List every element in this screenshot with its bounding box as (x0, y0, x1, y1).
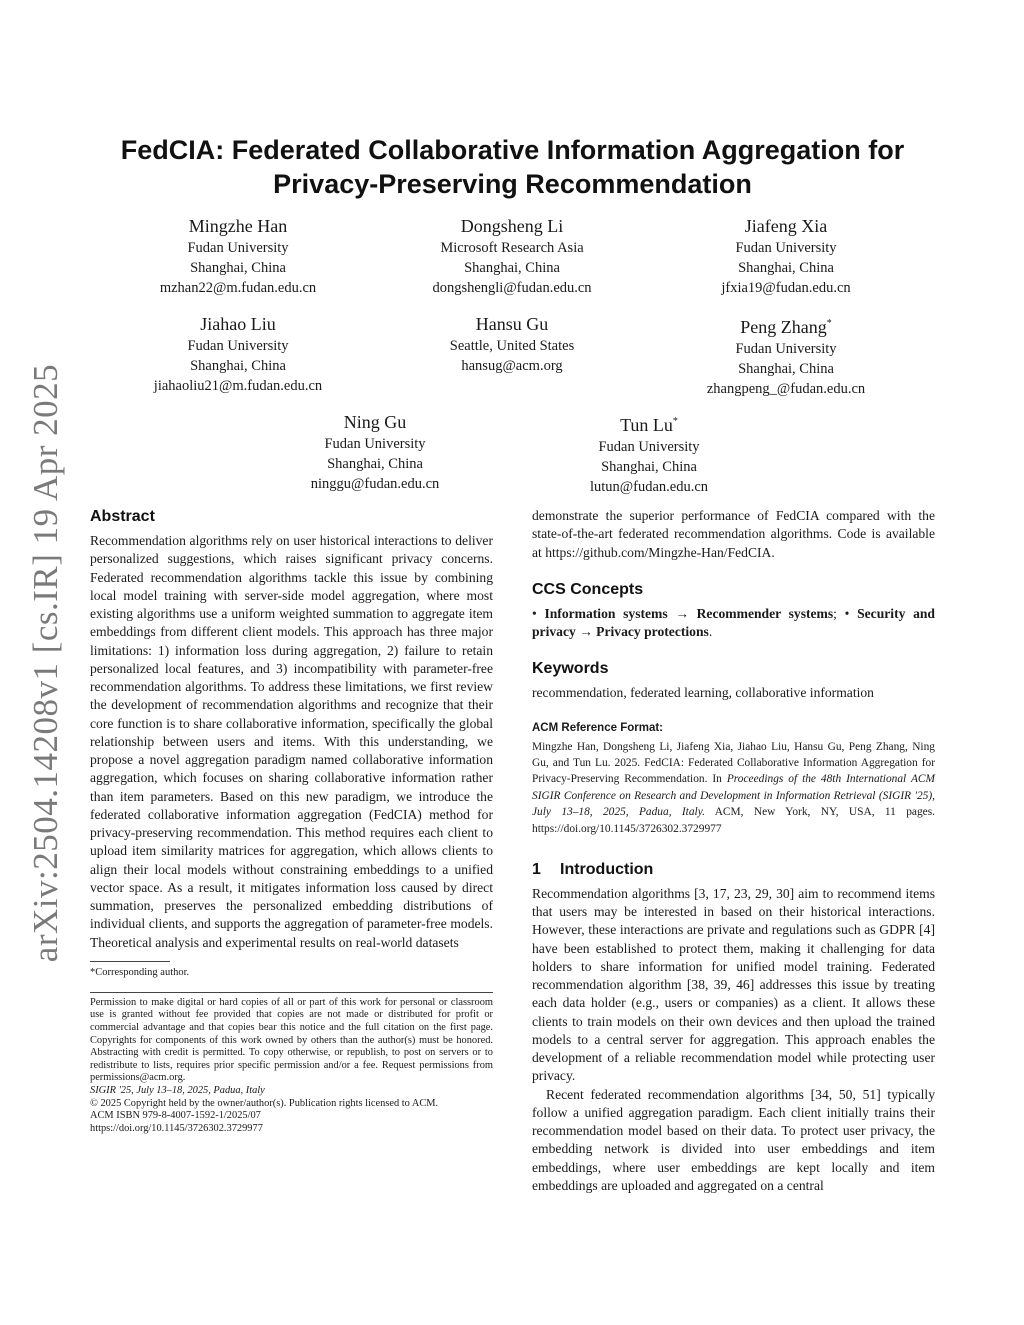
author-email[interactable]: lutun@fudan.edu.cn (589, 479, 709, 495)
author-name-text: Peng Zhang (740, 317, 827, 337)
footnote-divider (90, 961, 170, 962)
acm-reference-heading: ACM Reference Format: (532, 721, 663, 734)
author-affiliation: Microsoft Research Asia (440, 240, 584, 256)
author-location: Shanghai, China (190, 358, 286, 374)
permission-block (90, 997, 493, 1136)
left-column (90, 507, 493, 1135)
section-title: Introduction (560, 860, 654, 878)
corresponding-author-mark: * (672, 416, 678, 427)
author-block (235, 411, 515, 494)
arxiv-identifier-stamp (16, 0, 76, 1325)
author-email[interactable]: jiahaoliu21@m.fudan.edu.cn (153, 378, 323, 394)
author-name (646, 313, 926, 338)
section-number: 1 (532, 860, 541, 878)
corresponding-author-mark: * (826, 318, 832, 329)
author-block (98, 215, 378, 298)
author-name: Dongsheng Li (460, 216, 564, 236)
introduction-paragraph-2: Recent federated recommendation algorithms [34, 50, 51] typically follow a unified aggregation paradigm. Each client initially trains their recommendation model based on their data. To protect user privacy, the embedding network is divided into user embeddings and item embeddings, where user embeddings are kept locally and item embeddings are uploaded and aggregated on a central (532, 1086, 935, 1193)
paper-title (90, 133, 935, 201)
abstract-continuation: demonstrate the superior performance of FedCIA compared with the state-of-the-art federated recommendation algorithms. Code is available at https://github.com/Mingzhe-Han/FedCIA. (532, 508, 935, 560)
author-block (509, 411, 789, 497)
author-location: Shanghai, China (190, 260, 286, 276)
ccs-heading: CCS Concepts (532, 580, 644, 598)
author-name: Mingzhe Han (188, 216, 288, 236)
author-block (646, 313, 926, 399)
author-email[interactable]: hansug@acm.org (461, 358, 563, 374)
author-name: Hansu Gu (475, 314, 549, 334)
ccs-end: . (708, 624, 713, 639)
ccs-concepts (532, 605, 935, 642)
author-block (98, 313, 378, 396)
author-row-2 (90, 313, 935, 403)
author-location: Shanghai, China (327, 456, 423, 472)
author-row-1 (90, 215, 935, 305)
author-name: Jiahao Liu (200, 314, 276, 334)
author-email[interactable]: jfxia19@fudan.edu.cn (721, 280, 851, 296)
author-affiliation: Seattle, United States (449, 338, 575, 354)
keywords-text: recommendation, federated learning, collaborative information (532, 685, 874, 701)
author-email[interactable]: ninggu@fudan.edu.cn (310, 476, 440, 492)
author-location: Shanghai, China (601, 459, 697, 475)
author-email[interactable]: zhangpeng_@fudan.edu.cn (706, 381, 866, 397)
author-email[interactable]: dongshengli@fudan.edu.cn (432, 280, 592, 296)
author-row-3 (90, 411, 935, 501)
venue-line (90, 1085, 493, 1098)
author-affiliation: Fudan University (735, 240, 837, 256)
author-block (372, 313, 652, 376)
acm-ref-authors-title: Mingzhe Han, Dongsheng Li, Jiafeng Xia, Jiahao Liu, Hansu Gu, Peng Zhang, Ning Gu, and Tun Lu. 2025. FedCIA: Federated Collaborative Information Aggregation for Privacy-Preserving Recommendation. In (532, 740, 935, 786)
venue-text: SIGIR '25, July 13–18, 2025, Padua, Italy (90, 1084, 265, 1096)
doi-link[interactable]: https://doi.org/10.1145/3726302.3729977 (90, 1122, 263, 1134)
acm-ref-proceedings: Proceedings of the 48th International ACM SIGIR Conference on Research and Development in Information Retrieval (SIGIR '25), July 13–18, 2025, Padua, Italy. (532, 773, 935, 819)
corresponding-author-footnote: *Corresponding author. (90, 966, 190, 978)
author-name: Ning Gu (343, 412, 407, 432)
ccs-bullet: • (532, 605, 537, 621)
author-affiliation: Fudan University (598, 439, 700, 455)
acm-reference-text (532, 739, 935, 837)
ccs-separator: ; (833, 605, 845, 621)
copyright-line: © 2025 Copyright held by the owner/author(s). Publication rights licensed to ACM. (90, 1097, 439, 1109)
permission-text: Permission to make digital or hard copies of all or part of this work for personal or classroom use is granted without fee provided that copies are not made or distributed for profit or commercial advantage and that copies bear this notice and the full citation on the first page. Copyrights for components of this work owned by others than the author(s) must be honored. Abstracting with credit is permitted. To copy otherwise, or republish, to post on servers or to redistribute to lists, requires prior specific permission and/or a fee. Request permissions from permissions@acm.org. (90, 996, 493, 1084)
paper-title-line-1: FedCIA: Federated Collaborative Information Aggregation for (120, 135, 905, 165)
author-location: Shanghai, China (464, 260, 560, 276)
arxiv-stamp-text: arXiv:2504.14208v1 [cs.IR] 19 Apr 2025 (26, 363, 66, 962)
ccs-item: Information systems → Recommender systems (544, 605, 834, 621)
author-affiliation: Fudan University (187, 240, 289, 256)
author-name: Jiafeng Xia (744, 216, 828, 236)
author-name-text: Tun Lu (620, 415, 673, 435)
author-affiliation: Fudan University (187, 338, 289, 354)
author-email[interactable]: mzhan22@m.fudan.edu.cn (159, 280, 317, 296)
introduction-paragraph-1: Recommendation algorithms [3, 17, 23, 29, 30] aim to recommend items that users may be interested in based on their historical interactions. However, these interactions are private and regulations such as GDPR [4] have been established to protect them, making it challenging for data holders to share information for unified model training. Federated recommendation algorithm [38, 39, 46] addresses this issue by treating each data holder (e.g., users or companies) as a client. It allows these clients to train models on their own devices and then upload the trained models to a central server for aggregation. This approach enables the development of a reliable recommendation model while protecting user privacy. (532, 885, 935, 1084)
author-location: Shanghai, China (738, 361, 834, 377)
abstract-text: Recommendation algorithms rely on user historical interactions to deliver personalized suggestions, which raises significant privacy concerns. Federated recommendation algorithms tackle this issue by combining local model training with server-side model aggregation, where most existing algorithms use a uniform weighted summation to aggregate item embeddings from different client models. This approach has three major limitations: 1) information loss during aggregation, 2) failure to retain personalized local features, and 3) incompatibility with parameter-free recommendation algorithms. To address these limitations, we first review the development of recommendation algorithms and recognize that their core function is to share collaborative information, specifically the global relationship between users and items. With this understanding, we propose a novel aggregation paradigm named collaborative information aggregation, which focuses on sharing collaborative information rather than item parameters. Based on this new paradigm, we introduce the federated collaborative information aggregation (FedCIA) method for privacy-preserving recommendation. This method requires each client to upload item similarity matrices for aggregation, which allows clients to align their local models without constraining embeddings to a unified vector space. As a result, it mitigates information loss caused by direct summation, preserves the personalized embedding distributions of individual clients, and supports the aggregation of parameter-free models. Theoretical analysis and experimental results on real-world datasets (90, 533, 493, 950)
permission-divider (90, 992, 493, 993)
author-affiliation: Fudan University (735, 341, 837, 357)
ccs-item: Security and privacy → Privacy protections (532, 605, 935, 639)
introduction-heading (532, 860, 935, 880)
author-affiliation: Fudan University (324, 436, 426, 452)
author-location: Shanghai, China (738, 260, 834, 276)
ccs-bullet: • (844, 605, 850, 621)
author-name (509, 411, 789, 436)
acm-ref-publisher: ACM, New York, NY, USA, 11 pages. https://doi.org/10.1145/3726302.3729977 (532, 806, 935, 835)
isbn-line: ACM ISBN 979-8-4007-1592-1/2025/07 (90, 1110, 261, 1122)
paper-title-line-2: Privacy-Preserving Recommendation (273, 169, 752, 199)
author-block (646, 215, 926, 298)
keywords-heading: Keywords (532, 660, 609, 678)
abstract-heading: Abstract (90, 508, 155, 525)
right-column (532, 507, 935, 1195)
author-block (372, 215, 652, 298)
